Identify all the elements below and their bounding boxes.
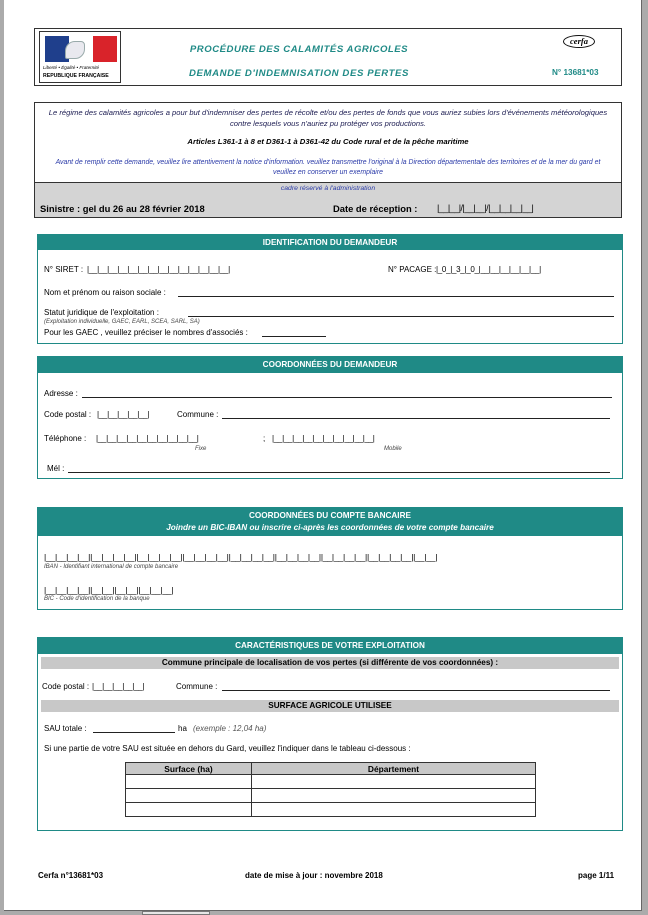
cp-label: Code postal : (44, 410, 92, 419)
coordonnees-title: COORDONNÉES DU DEMANDEUR (38, 357, 622, 373)
exploitation-cp-label: Code postal : (42, 682, 90, 691)
gaec-associes-field[interactable] (262, 327, 326, 337)
sau-label: SAU totale : (44, 724, 87, 733)
intro-text: Le régime des calamités agricoles a pour but d'indemniser des pertes de récolte et/ou des pertes de fonds que vous auriez subies lors d'événements météorologiques contre lesquels vous n'auriez pu protéger vos productions. (48, 108, 608, 128)
surface-table (125, 762, 536, 817)
mobile-caption: Mobile (384, 446, 402, 452)
sau-example: (exemple : 12,04 ha) (193, 724, 267, 733)
form-page (4, 0, 642, 911)
tel-fixe-field[interactable]: |__|__|__|__|__|__|__|__|__|__| (96, 434, 199, 443)
admin-caption: cadre réservé à l'administration (280, 185, 376, 192)
mel-label: Mél : (47, 464, 65, 473)
statut-hint: (Exploitation individuelle, GAEC, EARL, SCEA, SARL, SA) (44, 319, 200, 325)
identification-title: IDENTIFICATION DU DEMANDEUR (38, 235, 622, 250)
siret-field[interactable]: |__|__|__|__|__|__|__|__|__|__|__|__|__|__| (87, 265, 230, 274)
bic-field[interactable]: |__|__|__|__||__|__||__|__||__|__|__| (44, 585, 174, 595)
banque-title: COORDONNÉES DU COMPTE BANCAIRE (249, 511, 411, 520)
commune-principale-title: Commune principale de localisation de vos pertes (si différente de vos coordonnées) : (41, 657, 619, 669)
intro-notice: Avant de remplir cette demande, veuillez lire attentivement la notice d'information. veuillez transmettre l'original à la Direction départementale des territoires et de la mer du gard et veuillez en conserver un exemplaire (55, 159, 601, 176)
cerfa-badge: cerfa (563, 35, 595, 48)
sau-field[interactable] (93, 723, 175, 733)
name-label: Nom et prénom ou raison sociale : (44, 288, 166, 297)
table-header-surface: Surface (ha) (126, 763, 252, 775)
logo-motto: Liberté • Égalité • Fraternité (43, 65, 100, 70)
exploitation-commune-label: Commune : (176, 682, 218, 691)
tel-label: Téléphone : (44, 434, 87, 443)
tel-mobile-field[interactable]: |__|__|__|__|__|__|__|__|__|__| (272, 434, 375, 443)
departement-cell[interactable] (252, 789, 536, 803)
exploitation-cp-field[interactable]: |__|__|__|__|__| (92, 682, 145, 691)
mel-field[interactable] (68, 463, 610, 473)
banque-subtitle: Joindre un BIC-IBAN ou inscrire ci-après les coordonnées de votre compte bancaire (166, 523, 494, 532)
pacage-label: N° PACAGE : (388, 265, 437, 274)
footer-update: date de mise à jour : novembre 2018 (245, 871, 383, 880)
surface-cell[interactable] (126, 803, 252, 817)
surface-cell[interactable] (126, 775, 252, 789)
outside-gard-text: Si une partie de votre SAU est située en dehors du Gard, veuillez l'indiquer dans le tableau ci-dessous : (44, 744, 411, 753)
exploitation-title: CARACTÉRISTIQUES DE VOTRE EXPLOITATION (38, 638, 622, 654)
fixe-caption: Fixe (195, 446, 207, 452)
tel-separator: ; (263, 434, 266, 443)
commune-label: Commune : (177, 410, 219, 419)
statut-field[interactable] (188, 306, 614, 317)
pacage-field[interactable]: |_0_|_3_|_0_|__|__|__|__|__|__| (436, 265, 541, 274)
adresse-label: Adresse : (44, 389, 78, 398)
marianne-icon (45, 36, 117, 62)
name-field[interactable] (178, 286, 614, 297)
surface-cell[interactable] (126, 789, 252, 803)
form-title-1: PROCÉDURE DES CALAMITÉS AGRICOLES (189, 44, 409, 55)
exploitation-commune-field[interactable] (222, 681, 610, 691)
cp-field[interactable]: |__|__|__|__|__| (97, 410, 150, 419)
form-title-2: DEMANDE D'INDEMNISATION DES PERTES (188, 68, 410, 79)
sinistre-text: Sinistre : gel du 26 au 28 février 2018 (40, 203, 205, 214)
sau-title: SURFACE AGRICOLE UTILISEE (41, 700, 619, 712)
reception-date-field[interactable]: |__|__|/|__|__|/|__|__|__|__| (437, 203, 534, 213)
departement-cell[interactable] (252, 775, 536, 789)
footer-page: page 1/11 (578, 871, 615, 880)
commune-field[interactable] (222, 409, 610, 419)
table-header-departement: Département (252, 763, 536, 775)
departement-cell[interactable] (252, 803, 536, 817)
adresse-field[interactable] (82, 388, 612, 398)
table-row (126, 775, 536, 789)
iban-caption: IBAN - Identifiant international de compte bancaire (44, 564, 179, 570)
scroll-gap (142, 911, 210, 915)
footer-form-ref: Cerfa n°13681*03 (38, 871, 104, 880)
table-row (126, 803, 536, 817)
table-row (126, 789, 536, 803)
statut-label: Statut juridique de l'exploitation : (44, 308, 159, 317)
reception-label: Date de réception : (333, 203, 418, 214)
republique-logo (39, 31, 121, 83)
siret-label: N° SIRET : (44, 265, 84, 274)
logo-republique: RÉPUBLIQUE FRANÇAISE (43, 73, 109, 79)
sau-unit: ha (178, 724, 187, 733)
form-number: N° 13681*03 (552, 68, 599, 77)
intro-articles: Articles L361-1 à 8 et D361-1 à D361-42 du Code rural et de la pêche maritime (187, 137, 469, 146)
gaec-label: Pour les GAEC , veuillez préciser le nombres d'associés : (44, 328, 248, 337)
bic-caption: BIC - Code d'identification de la banque (44, 596, 150, 602)
iban-field[interactable]: |__|__|__|__||__|__|__|__||__|__|__|__||__|__|__|__||__|__|__|__||__|__|__|__||__|__|__|__||__|__|__|__||__|__| (44, 552, 438, 562)
